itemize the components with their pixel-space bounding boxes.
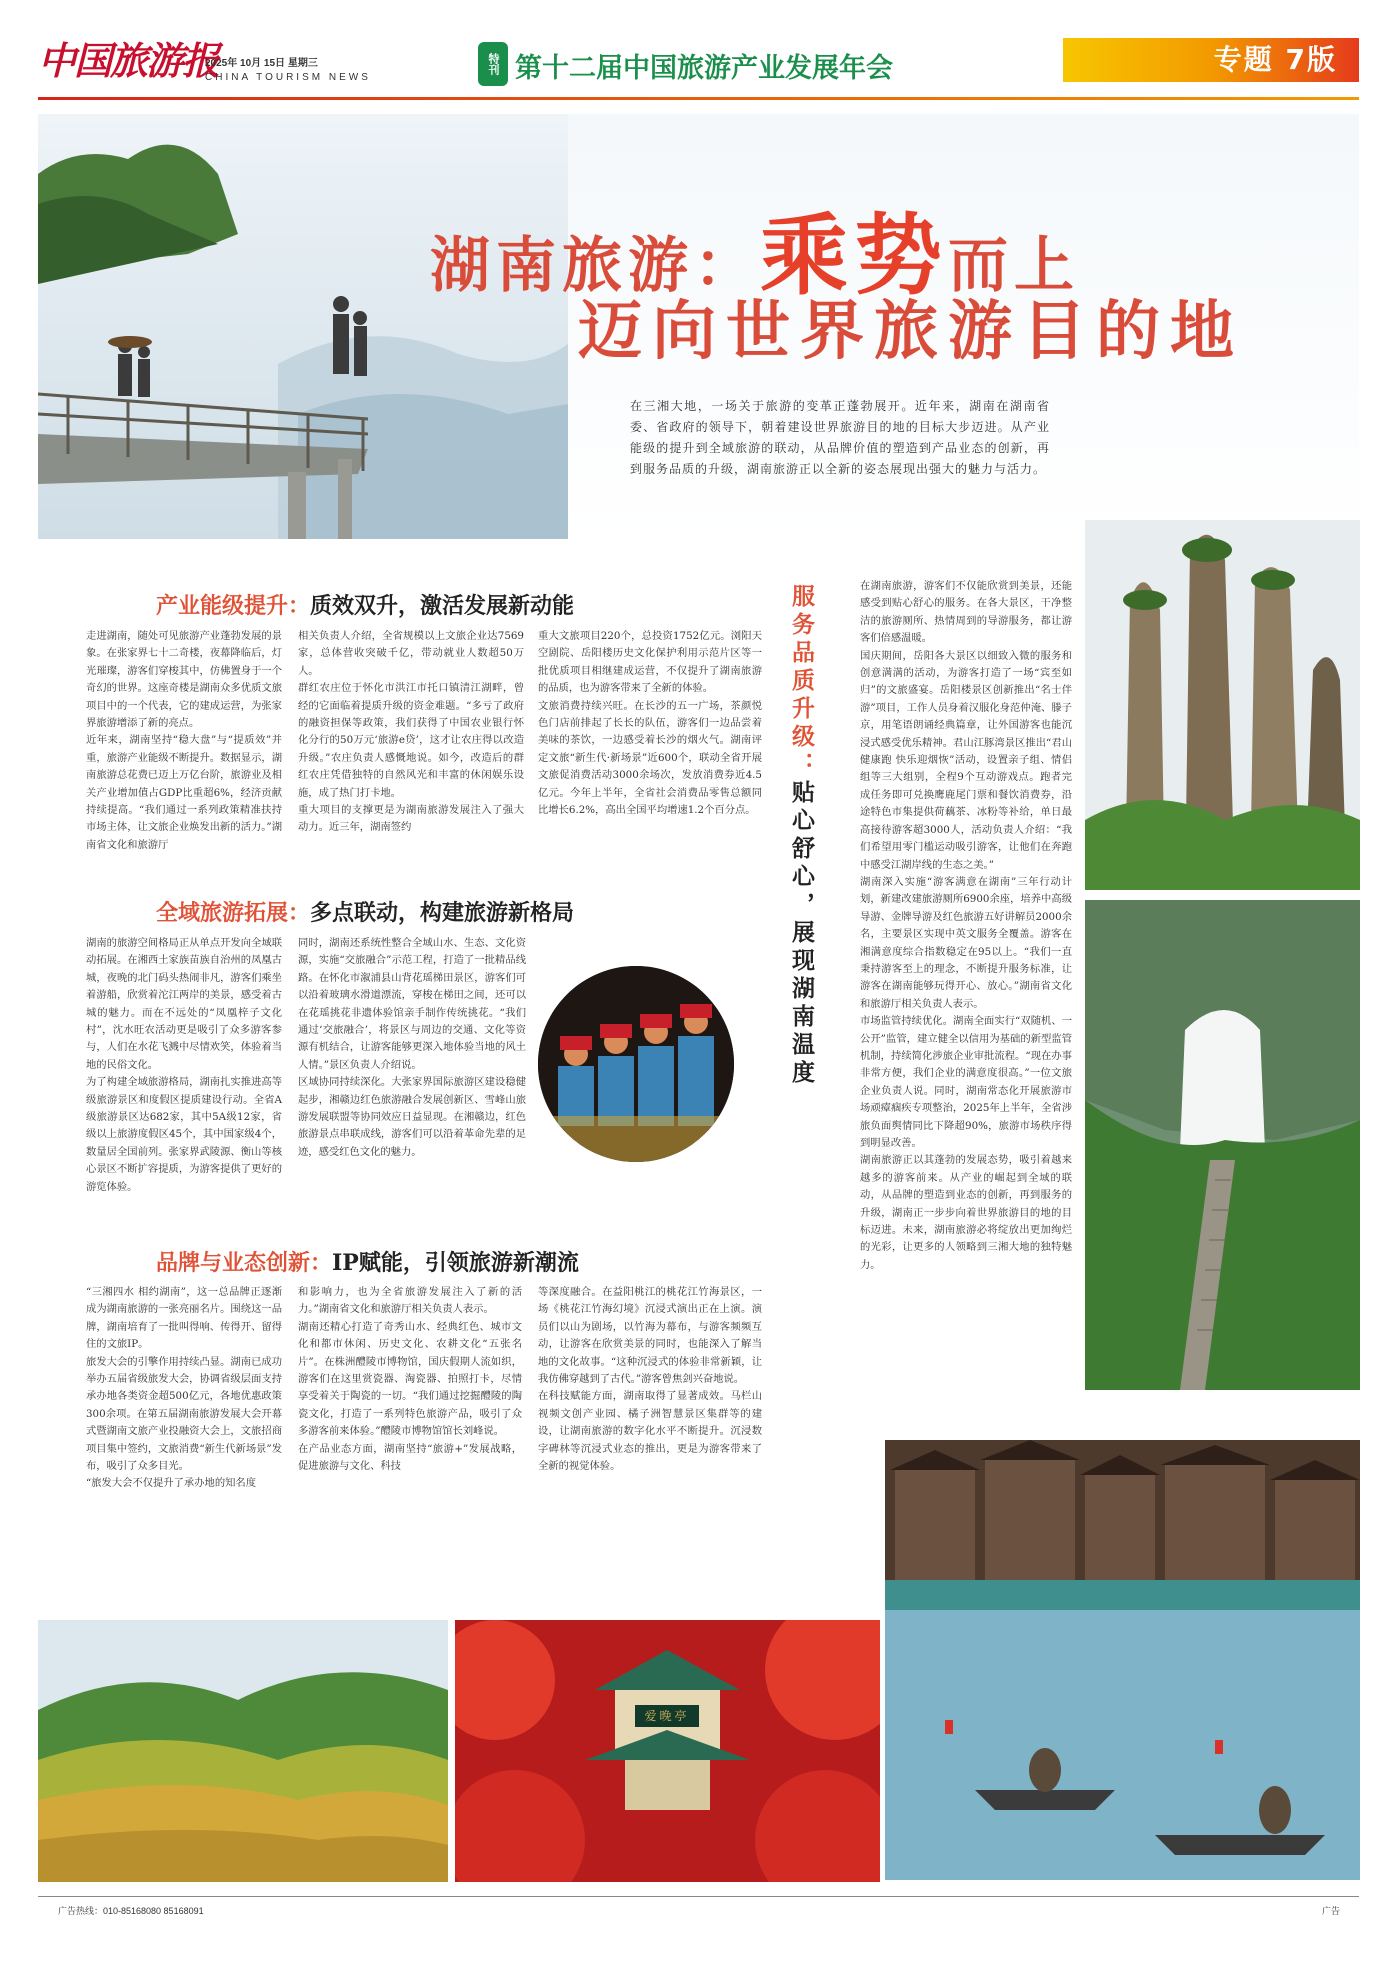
section-service-text: 在湖南旅游，游客们不仅能欣赏到美景，还能感受到贴心舒心的服务。在各大景区，干净整洁的旅游厕所、热情周到的导游服务，都让游客们倍感温暖。 国庆期间，岳阳各大景区以细致入微的服务和创意满满的活动，为游客打造了一场“宾至如归”的文旅盛宴。岳阳楼景区创新推出“名士伴游”项目，工作人员身着汉服化身范仲淹、滕子京，用笔语朗诵经典篇章，让外国游客也能沉浸式感受优乐精神。君山江豚湾景区推出“君山健康跑 快乐迎烟恢”活动，设置亲子组、情侣组等三大组别，全程9个互动游戏点。跑者完成任务即可兑换鹰鹿尾门票和餐饮消费券，沿途特色市集提供荷藕茶、冰粉等补给，单日最高接待游客超3000人，活动负责人介绍：“我们希望用零门槛运动吸引游客，让他们在奔跑中感受江湖岸线的生态之美。” 湖南深入实施“游客满意在湖南”三年行动计划，新建改建旅游厕所6900余座，培养中高级导游、金牌导游及红色旅游五好讲解员2000余名，主要景区实现中英文服务全覆盖。游客在湘满意度综合指数稳定在95以上。“我们一直秉持游客至上的理念，不断提升服务标准，让游客在湖南能够玩得开心、放心。”湖南省文化和旅游厅相关负责人表示。 市场监管持续优化。湖南全面实行“双随机、一公开”监管，建立健全以信用为基础的新型监管机制，持续简化涉旅企业审批流程。“现在办事非常方便，我们企业的满意度很高。”一位文旅企业负责人说。同时，湖南常态化开展旅游市场顽瘴痼疾专项整治，2025年上半年，全省涉旅负面舆情同比下降超90%，旅游市场秩序得到明显改善。 湖南旅游正以其蓬勃的发展态势，吸引着越来越多的游客前来。从产业的崛起到全域的联动，从品牌的塑造到业态的创新，再到服务的升级，湖南正一步步向着世界旅游目的地的目标迈进。未来，湖南旅游必将绽放出更加绚烂的光彩，让更多的人领略到三湘大地的独特魅力。 <box>860 580 1072 1271</box>
folk-dancers-illustration <box>538 966 734 1162</box>
section-heading-brand-black: IP赋能，引领旅游新潮流 <box>332 1250 579 1276</box>
section-heading-brand-red: 品牌与业态创新： <box>156 1250 333 1276</box>
ancient-town-river-illustration <box>885 1440 1360 1880</box>
section-heading-allregion-red: 全域旅游拓展： <box>156 900 311 926</box>
section-industry-col-3: 重大文旅项目220个，总投资1752亿元。浏阳天空剧院、岳阳楼历史文化保护利用示范片区等一批优质项目相继建成运营，不仅提升了湖南旅游的品质，也为游客带来了全新的体验。 文旅消费持续兴旺。在长沙的五一广场，茶颜悦色门店前排起了长长的队伍，游客们一边品尝着美味的茶饮，一边感受着长沙的烟火气。湖南评定文旅“新生代·新场景”近600个，联动全省开展文旅促消费活动3000余场次，发放消费券近4.5亿元。今年上半年，全省社会消费品零售总额同比增长6.2%，高出全国平均增速1.2个百分点。 <box>538 630 762 817</box>
ad-hotline: 广告热线：010-85168080 85168091 <box>58 1906 204 1916</box>
section-heading-service-black: 贴心舒心，展现湖南温度 <box>788 780 815 1088</box>
headline-emphasis: 乘势 <box>760 203 949 307</box>
aiwan-pavilion-photo <box>455 1620 880 1882</box>
special-issue-emblem: 特刊 <box>478 42 508 86</box>
tianmen-cave-illustration <box>1085 900 1360 1390</box>
section-heading-industry-red: 产业能级提升： <box>156 593 311 619</box>
headline-part-c: 而上 <box>948 231 1081 301</box>
headline-line-2: 迈向世界旅游目的地 <box>578 294 1244 369</box>
conference-banner-title: 第十二届中国旅游产业发展年会 <box>515 53 893 84</box>
fenghuang-ancient-town-photo <box>885 1440 1360 1880</box>
section-industry-col-1: 走进湖南，随处可见旅游产业蓬勃发展的景象。在张家界七十二奇楼，夜幕降临后，灯光璀璨，游客们穿梭其中，仿佛置身于一个奇幻的世界。这座奇楼是湖南众多优质文旅项目中的一个代表，它的建成运营，为张家界旅游增添了新的亮点。 近年来，湖南坚持“稳大盘”与“提质效”并重，旅游产业能级不断提升。数据显示，湖南旅游总花费已迈上万亿台阶，旅游业及相关产业增加值占GDP比重超6%，经济贡献持续提高。“我们通过一系列政策精准扶持市场主体，让文旅企业焕发出新的活力。”湖南省文化和旅游厅 <box>86 630 282 851</box>
section-allregion-col-2: 同时，湖南还系统性整合全域山水、生态、文化资源，实施“交旅融合”示范工程，打造了一批精品线路。在怀化市溆浦县山背花瑶梯田景区，游客们可以沿着玻璃水滑道漂流，穿梭在梯田之间，还可以在花瑶挑花非遗体验馆亲手制作传统挑花。“我们通过‘交旅融合’，将景区与周边的交通、文化等资源有机结合，让游客能够更深入地体验当地的风土人情。”景区负责人介绍说。 区域协同持续深化。大张家界国际旅游区建设稳健起步，湘赣边红色旅游融合发展创新区、雪峰山旅游发展联盟等协同效应日益显现。在湘赣边，红色旅游景点串联成线，游客们可以沿着革命先辈的足迹，感受红色文化的魅力。 <box>298 937 526 1158</box>
folk-dancers-photo <box>538 966 734 1162</box>
terraced-fields-photo <box>38 1620 448 1882</box>
section-heading-allregion-black: 多点联动，构建旅游新格局 <box>310 900 575 926</box>
lead-paragraph: 在三湘大地，一场关于旅游的变革正蓬勃展开。近年来，湖南在湖南省委、省政府的领导下，朝着建设世界旅游目的地的目标大步迈进。从产业能级的提升到全域旅游的联动，从品牌价值的塑造到产品业态的创新，再到服务品质的升级，湖南旅游正以全新的姿态展现出强大的魅力与活力。 <box>630 399 1050 476</box>
section-heading-industry <box>156 589 574 620</box>
headline-part-a: 湖南旅游： <box>430 231 760 301</box>
pavilion-red-maples-illustration <box>455 1620 880 1882</box>
footer-rule <box>38 1896 1359 1897</box>
section-heading-service <box>785 584 817 1104</box>
section-page-tab: 专题 7版 <box>1063 38 1359 82</box>
section-industry-col-2: 相关负责人介绍，全省规模以上文旅企业达7569家，总体营收突破千亿，带动就业人数超50万人。 群红农庄位于怀化市洪江市托口镇清江湖畔，曾经的它面临着提质升级的资金难题。“多亏了政府的融资担保等政策，我们获得了中国农业银行怀化分行的50万元‘旅游e贷’，这才让农庄得以改造升级。”农庄负责人感慨地说。如今，改造后的群红农庄凭借独特的自然风光和丰富的休闲娱乐设施，成了热门打卡地。 重大项目的支撑更是为湖南旅游发展注入了强大动力。近三年，湖南签约 <box>298 630 524 834</box>
section-heading-brand <box>156 1246 579 1277</box>
terraced-fields-illustration <box>38 1620 448 1882</box>
tianmen-cave-photo <box>1085 900 1360 1390</box>
ad-label: 广告 <box>1322 1906 1341 1916</box>
cliff-viewing-platform-photo <box>38 114 568 539</box>
masthead-logo: 中国旅游报 <box>38 38 219 83</box>
header-rule <box>38 97 1359 100</box>
karst-pillars-photo <box>1085 520 1360 890</box>
section-brand-col-3: 等深度融合。在益阳桃江的桃花江竹海景区，一场《桃花江竹海幻境》沉浸式演出正在上演。演员们以山为剧场，以竹海为幕布，与游客频频互动，让游客在欣赏美景的同时，也能深入了解当地的文化故事。“这种沉浸式的体验非常新颖，让我仿佛穿越到了古代。”游客曾焦剑兴奋地说。 在科技赋能方面，湖南取得了显著成效。马栏山视频文创产业园、橘子洲智慧景区集群等的建设，让湖南旅游的数字化水平不断提升。沉浸数字碑林等沉浸式业态的推出，更是为游客带来了全新的视觉体验。 <box>538 1286 762 1473</box>
section-heading-allregion <box>156 896 574 927</box>
section-heading-industry-black: 质效双升，激活发展新动能 <box>310 593 575 619</box>
pavilion-sign: 爱晚亭 <box>635 1705 699 1727</box>
cliff-platform-illustration <box>38 114 568 539</box>
issue-date: 2025年 10月 15日 星期三 <box>205 58 318 69</box>
masthead-english: CHINA TOURISM NEWS <box>205 72 371 83</box>
karst-pillars-illustration <box>1085 520 1360 890</box>
section-heading-service-red: 服务品质升级： <box>788 584 815 780</box>
section-brand-col-1: “三湘四水 相约湖南”，这一总品牌正逐渐成为湖南旅游的一张亮丽名片。围绕这一品牌，湖南培育了一批叫得响、传得开、留得住的文旅IP。 旅发大会的引擎作用持续凸显。湖南已成功举办五届省级旅发大会，协调省级层面支持承办地各类资金超500亿元，各地优惠政策300余项。在第五届湖南旅游发展大会开幕式暨湖南文旅产业投融资大会上，文旅招商项目集中签约，文旅消费“新生代新场景”发布，吸引了众多目光。 “旅发大会不仅提升了承办地的知名度 <box>86 1286 282 1490</box>
section-brand-col-2: 和影响力，也为全省旅游发展注入了新的活力。”湖南省文化和旅游厅相关负责人表示。 湖南还精心打造了奇秀山水、经典红色、城市文化和都市休闲、历史文化、农耕文化“五张名片”。在株洲醴陵市博物馆，国庆假期人流如织，游客们在这里赏瓷器、淘瓷器、拍照打卡，尽情享受着关于陶瓷的一切。“我们通过挖掘醴陵的陶瓷文化，打造了一系列特色旅游产品，吸引了众多游客前来体验。”醴陵市博物馆馆长刘峰说。 在产品业态方面，湖南坚持“旅游+”发展战略，促进旅游与文化、科技 <box>298 1286 522 1473</box>
section-allregion-col-1: 湖南的旅游空间格局正从单点开发向全域联动拓展。在湘西土家族苗族自治州的凤凰古城，夜晚的北门码头热闹非凡，游客们乘坐着游船，欣赏着沱江两岸的美景，感受着古城的魅力。而在不远处的“凤凰梓子文化村”，沈水旺农活动更是吸引了众多游客参与，人们在水花飞溅中尽情欢笑，体验着当地的民俗文化。 为了构建全域旅游格局，湖南扎实推进高等级旅游景区和度假区提质建设行动。全省A级旅游景区达682家，其中5A级12家，省级以上旅游度假区45个，其中国家级4个，数量居全国前列。张家界武陵源、衡山等核心景区不断扩容提质，为游客提供了更好的游览体验。 <box>86 937 282 1193</box>
